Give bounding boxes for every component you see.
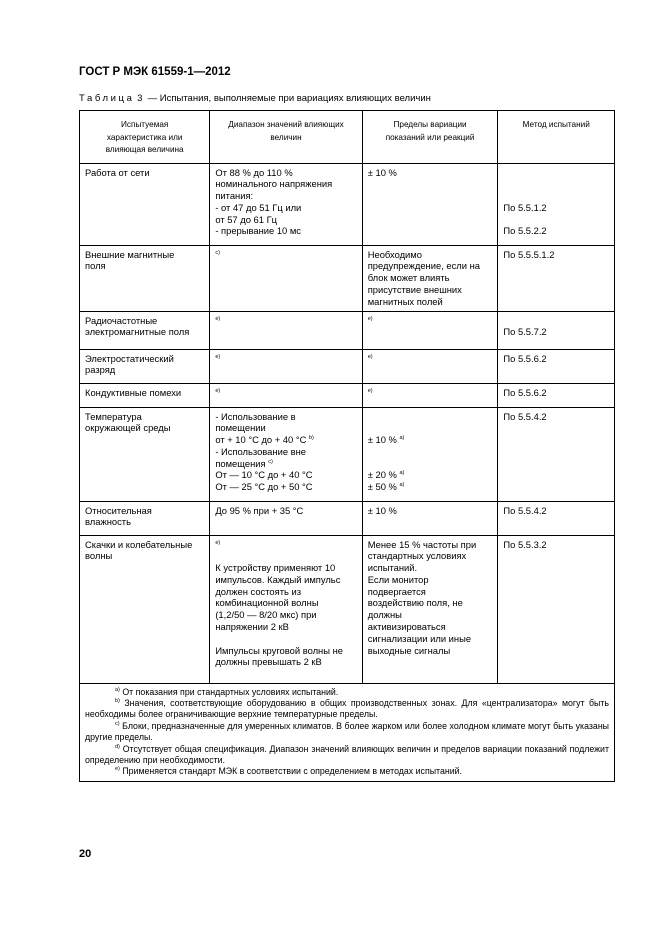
cell-text: ± 10 % <box>367 166 397 178</box>
footnote <box>85 744 609 767</box>
cell-line <box>503 214 609 226</box>
cell-line <box>368 249 493 261</box>
table-row <box>80 501 615 535</box>
cell-text: Внешние магнитные <box>85 248 175 260</box>
cell-range <box>210 383 362 407</box>
cell-text: воздействию поля, не <box>367 597 463 609</box>
cell-text: импульсов. Каждый импульс <box>215 573 341 585</box>
footnote <box>85 687 609 698</box>
cell-text: - от 47 до 51 Гц или <box>215 201 302 213</box>
footnote-mark: c) <box>115 720 120 727</box>
cell-line <box>368 296 493 308</box>
cell-line <box>215 609 356 621</box>
cell-quantity <box>80 163 210 245</box>
cell-line <box>215 633 356 645</box>
cell-limits <box>362 383 498 407</box>
cell-text: Температура <box>85 410 142 422</box>
cell-limits <box>362 407 498 501</box>
cell-text: По 5.5.4.2 <box>503 410 547 422</box>
cell-line <box>85 387 204 399</box>
cell-line <box>215 469 356 481</box>
cell-limits <box>362 245 498 311</box>
cell-text: От — 25 °С до + 50 °С <box>215 481 313 493</box>
cell-text: По 5.5.2.2 <box>503 225 547 237</box>
cell-line <box>215 225 356 237</box>
cell-line <box>368 387 493 399</box>
cell-line <box>215 315 356 327</box>
table-caption <box>79 93 431 104</box>
table-notes <box>80 683 615 781</box>
cell-line <box>215 387 356 399</box>
column-header-method <box>498 111 615 164</box>
cell-text: волны <box>85 550 113 562</box>
cell-line <box>368 574 493 586</box>
cell-line <box>215 597 356 609</box>
cell-line <box>85 167 204 179</box>
table-caption-number: 3 <box>137 93 145 104</box>
table-row <box>80 407 615 501</box>
cell-line <box>85 249 204 261</box>
cell-line <box>85 353 204 365</box>
cell-text: От 88 % до 110 % <box>215 166 293 178</box>
footnote-ref: b) <box>309 435 314 442</box>
cell-line <box>215 645 356 657</box>
page-number: 20 <box>79 848 92 860</box>
table-row <box>80 383 615 407</box>
cell-line <box>215 422 356 434</box>
cell-text: блок может влиять <box>367 272 450 284</box>
cell-text: К устройству применяют 10 <box>215 562 336 574</box>
cell-line <box>503 315 609 327</box>
table-row <box>80 311 615 349</box>
cell-text: разряд <box>85 364 116 376</box>
standard-header: ГОСТ Р МЭК 61559-1—2012 <box>79 66 231 78</box>
cell-quantity <box>80 349 210 383</box>
cell-text: ± 20 % <box>367 469 397 481</box>
table-header-row <box>80 111 615 164</box>
cell-text: электромагнитные поля <box>85 326 190 338</box>
footnote-ref: c) <box>215 249 220 256</box>
cell-line <box>368 621 493 633</box>
column-header-line: Диапазон значений влияющих <box>228 120 344 129</box>
cell-range <box>210 349 362 383</box>
cell-text: от 57 до 61 Гц <box>215 213 278 225</box>
cell-text: До 95 % при + 35 °С <box>215 504 304 516</box>
cell-line <box>215 458 356 470</box>
cell-line <box>85 326 204 338</box>
footnote-ref: e) <box>215 353 221 360</box>
cell-text: Радиочастотные <box>85 314 158 326</box>
cell-line <box>368 315 493 327</box>
footnote-ref: e) <box>367 387 373 394</box>
cell-text: По 5.5.5.1.2 <box>503 248 555 260</box>
cell-text: Кондуктивные помехи <box>85 386 182 398</box>
cell-text: поля <box>85 260 106 272</box>
table-caption-title: — Испытания, выполняемые при вариациях влияющих величин <box>144 93 431 104</box>
footnote-text: Значения, соответствующие оборудованию в общих производственных зонах. Для «централизатора» могут быть необходимы более ограничивающие верхние температурные пределы. <box>85 697 609 720</box>
cell-range <box>210 245 362 311</box>
cell-line <box>368 609 493 621</box>
cell-limits <box>362 163 498 245</box>
cell-line <box>503 353 609 365</box>
cell-line <box>215 446 356 458</box>
table-row <box>80 245 615 311</box>
cell-limits <box>362 311 498 349</box>
table-row <box>80 349 615 383</box>
footnote-mark: d) <box>115 743 120 750</box>
cell-range <box>210 535 362 683</box>
cell-line <box>503 505 609 517</box>
cell-line <box>368 645 493 657</box>
cell-text: Скачки и колебательные <box>85 538 193 550</box>
cell-text: активизироваться <box>367 621 446 633</box>
cell-text: окружающей среды <box>85 422 171 434</box>
cell-text: По 5.5.4.2 <box>503 504 547 516</box>
cell-line <box>85 315 204 327</box>
cell-line <box>368 562 493 574</box>
table-row <box>80 535 615 683</box>
cell-line <box>215 550 356 562</box>
cell-text: присутствие внешних <box>367 283 462 295</box>
column-header-line: влияющая величина <box>105 145 184 154</box>
cell-text: По 5.5.7.2 <box>503 326 547 338</box>
cell-line <box>368 469 493 481</box>
cell-text: должны <box>367 609 402 621</box>
cell-quantity <box>80 245 210 311</box>
cell-method <box>498 311 615 349</box>
cell-line <box>503 249 609 261</box>
cell-text: номинального напряжения <box>215 178 333 190</box>
cell-text: От — 10 °С до + 40 °С <box>215 469 313 481</box>
cell-line <box>85 516 204 528</box>
cell-line <box>85 550 204 562</box>
cell-method <box>498 501 615 535</box>
cell-range <box>210 163 362 245</box>
table-notes-row <box>80 683 615 781</box>
cell-method <box>498 163 615 245</box>
cell-line <box>85 422 204 434</box>
cell-line <box>368 586 493 598</box>
column-header-limits <box>362 111 498 164</box>
cell-line <box>368 481 493 493</box>
footnote <box>85 721 609 744</box>
cell-quantity <box>80 535 210 683</box>
column-header-line: показаний или реакций <box>385 132 475 142</box>
cell-text: выходные сигналы <box>367 644 451 656</box>
cell-quantity <box>80 501 210 535</box>
cell-text: Относительная <box>85 504 152 516</box>
footnote-text: Блоки, предназначенные для умеренных климатов. В более жарком или более холодном климате могут быть указаны другие пределы. <box>85 720 609 743</box>
cell-text: (1,2/50 — 8/20 мкс) при <box>215 609 317 621</box>
cell-text: напряжении 2 кВ <box>215 621 289 633</box>
cell-range <box>210 407 362 501</box>
cell-text: от + 10 °С до + 40 °С <box>215 434 307 446</box>
cell-line <box>215 178 356 190</box>
cell-text: По 5.5.6.2 <box>503 352 547 364</box>
cell-text: помещении <box>215 422 266 434</box>
footnote <box>85 766 609 777</box>
cell-line <box>215 505 356 517</box>
cell-method <box>498 349 615 383</box>
cell-text: сигнализации или иные <box>367 632 472 644</box>
cell-line <box>215 586 356 598</box>
cell-text: ± 50 % <box>367 481 397 493</box>
cell-text: стандартных условиях <box>367 550 467 562</box>
cell-line <box>503 202 609 214</box>
cell-line <box>215 656 356 668</box>
footnote-ref: a) <box>399 435 405 442</box>
cell-line <box>503 225 609 237</box>
cell-line <box>85 505 204 517</box>
cell-line <box>368 167 493 179</box>
cell-line <box>503 326 609 338</box>
cell-method <box>498 535 615 683</box>
footnote-text: Применяется стандарт МЭК в соответствии с определением в методах испытаний. <box>122 766 462 777</box>
cell-line <box>215 562 356 574</box>
cell-line <box>368 272 493 284</box>
tests-table <box>79 110 615 782</box>
cell-line <box>368 550 493 562</box>
cell-method <box>498 383 615 407</box>
cell-line <box>85 539 204 551</box>
footnote-ref: c) <box>268 458 273 465</box>
cell-line <box>368 284 493 296</box>
footnote-ref: a) <box>399 470 405 477</box>
footnote-ref: e) <box>215 315 221 322</box>
cell-text: должен состоять из <box>215 585 302 597</box>
footnote-ref: e) <box>367 315 373 322</box>
cell-line <box>368 446 493 458</box>
cell-limits <box>362 501 498 535</box>
cell-line <box>368 597 493 609</box>
column-header-line: величин <box>270 132 302 142</box>
cell-line <box>215 202 356 214</box>
cell-text: По 5.5.6.2 <box>503 386 547 398</box>
cell-quantity <box>80 383 210 407</box>
cell-range <box>210 501 362 535</box>
footnote-text: Отсутствует общая спецификация. Диапазон значений влияющих величин и пределов вариации показаний подлежит определению при необходимости. <box>85 743 609 765</box>
cell-method <box>498 407 615 501</box>
cell-line <box>368 353 493 365</box>
cell-text: комбинационной волны <box>215 597 319 609</box>
cell-text: Если монитор <box>367 573 429 585</box>
cell-text: - прерывание 10 мс <box>215 225 301 237</box>
cell-line <box>215 353 356 365</box>
table-caption-label: Таблица <box>79 93 135 104</box>
cell-line <box>85 411 204 423</box>
cell-line <box>503 411 609 423</box>
cell-line <box>215 214 356 226</box>
cell-line <box>503 539 609 551</box>
footnote <box>85 698 609 721</box>
cell-line <box>85 364 204 376</box>
cell-line <box>368 505 493 517</box>
footnote-ref: a) <box>399 482 405 489</box>
cell-text: По 5.5.3.2 <box>503 538 547 550</box>
cell-line <box>368 411 493 423</box>
cell-line <box>215 539 356 551</box>
cell-text: помещения <box>215 457 266 469</box>
footnote-ref: e) <box>215 387 221 394</box>
cell-text: По 5.5.1.2 <box>503 201 547 213</box>
footnote-mark: a) <box>115 686 120 693</box>
cell-text: Менее 15 % частоты при <box>367 538 477 550</box>
column-header-line: Испытуемая <box>121 120 169 129</box>
footnote-mark: e) <box>115 766 120 773</box>
cell-quantity <box>80 311 210 349</box>
cell-text: влажность <box>85 516 131 528</box>
cell-text: питания: <box>215 190 254 202</box>
cell-text: должны превышать 2 кВ <box>215 656 322 668</box>
cell-text: испытаний. <box>367 562 418 574</box>
column-header-line: характеристика или <box>106 132 183 142</box>
cell-limits <box>362 535 498 683</box>
footnote-ref: e) <box>367 353 373 360</box>
cell-line <box>215 434 356 446</box>
cell-method <box>498 245 615 311</box>
cell-line <box>503 190 609 202</box>
cell-range <box>210 311 362 349</box>
table-row <box>80 163 615 245</box>
cell-line <box>215 621 356 633</box>
cell-line <box>368 458 493 470</box>
cell-line <box>368 422 493 434</box>
cell-line <box>215 574 356 586</box>
cell-text: Работа от сети <box>85 166 150 178</box>
column-header-line: Метод испытаний <box>522 120 590 129</box>
cell-text: Импульсы круговой волны не <box>215 644 343 656</box>
cell-text: - Использование в <box>215 410 296 422</box>
cell-text: Электростатический <box>85 352 174 364</box>
cell-line <box>85 260 204 272</box>
column-header-range <box>210 111 362 164</box>
cell-line <box>215 190 356 202</box>
cell-line <box>503 167 609 179</box>
cell-text: - Использование вне <box>215 445 307 457</box>
cell-line <box>215 481 356 493</box>
cell-quantity <box>80 407 210 501</box>
cell-line <box>215 167 356 179</box>
cell-line <box>503 387 609 399</box>
cell-text: подвергается <box>367 585 426 597</box>
cell-line <box>368 260 493 272</box>
footnote-text: От показания при стандартных условиях испытаний. <box>122 686 339 697</box>
cell-limits <box>362 349 498 383</box>
cell-line <box>368 434 493 446</box>
footnote-ref: e) <box>215 539 221 546</box>
column-header-line: Пределы вариации <box>393 120 467 129</box>
cell-line <box>368 633 493 645</box>
cell-line <box>215 249 356 261</box>
cell-text: предупреждение, если на <box>367 260 480 272</box>
cell-text: Необходимо <box>367 248 422 260</box>
cell-line <box>215 411 356 423</box>
cell-text: ± 10 % <box>367 504 397 516</box>
footnote-mark: b) <box>115 697 120 704</box>
cell-text: магнитных полей <box>367 295 443 307</box>
cell-text: ± 10 % <box>367 434 397 446</box>
cell-line <box>503 178 609 190</box>
column-header-quantity <box>80 111 210 164</box>
cell-line <box>368 539 493 551</box>
